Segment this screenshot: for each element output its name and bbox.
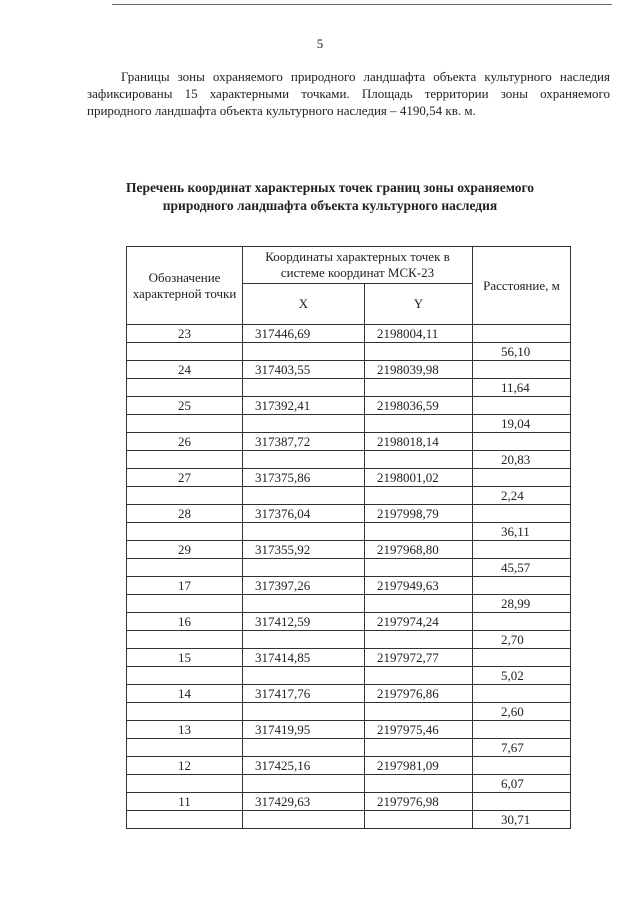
empty-cell <box>127 667 243 685</box>
segment-distance: 28,99 <box>473 595 571 613</box>
distance-spacer <box>473 757 571 775</box>
empty-cell <box>127 811 243 829</box>
empty-cell <box>127 703 243 721</box>
intro-paragraph: Границы зоны охраняемого природного ландшафта объекта культурного наследия зафиксированы 15 характерными точками. Площадь территории зоны охраняемого природного ландшафта объекта культурного наследия – 4190,54 кв. м. <box>87 69 610 118</box>
empty-cell <box>365 343 473 361</box>
empty-cell <box>127 739 243 757</box>
empty-cell <box>365 595 473 613</box>
empty-cell <box>243 415 365 433</box>
point-x: 317403,55 <box>243 361 365 379</box>
empty-cell <box>243 379 365 397</box>
header-x: X <box>243 284 365 325</box>
distance-row <box>127 415 571 433</box>
point-y: 2198004,11 <box>365 325 473 343</box>
table-title-line-1: Перечень координат характерных точек границ зоны охраняемого <box>125 180 535 195</box>
empty-cell <box>127 775 243 793</box>
distance-row <box>127 775 571 793</box>
point-x: 317355,92 <box>243 541 365 559</box>
point-id: 28 <box>127 505 243 523</box>
point-y: 2197976,98 <box>365 793 473 811</box>
point-id: 15 <box>127 649 243 667</box>
header-y: Y <box>365 284 473 325</box>
point-row <box>127 685 571 703</box>
empty-cell <box>243 811 365 829</box>
top-rule <box>112 4 612 5</box>
segment-distance: 2,70 <box>473 631 571 649</box>
empty-cell <box>127 379 243 397</box>
segment-distance: 45,57 <box>473 559 571 577</box>
point-id: 14 <box>127 685 243 703</box>
point-row <box>127 757 571 775</box>
header-coordinates: Координаты характерных точек в системе координат МСК-23 <box>243 247 473 284</box>
point-y: 2197975,46 <box>365 721 473 739</box>
segment-distance: 11,64 <box>473 379 571 397</box>
empty-cell <box>243 559 365 577</box>
point-row <box>127 505 571 523</box>
segment-distance: 5,02 <box>473 667 571 685</box>
empty-cell <box>127 559 243 577</box>
point-y: 2197998,79 <box>365 505 473 523</box>
point-x: 317376,04 <box>243 505 365 523</box>
distance-spacer <box>473 793 571 811</box>
empty-cell <box>243 631 365 649</box>
point-x: 317392,41 <box>243 397 365 415</box>
point-row <box>127 361 571 379</box>
point-x: 317397,26 <box>243 577 365 595</box>
empty-cell <box>243 739 365 757</box>
point-id: 12 <box>127 757 243 775</box>
point-row <box>127 397 571 415</box>
empty-cell <box>365 631 473 649</box>
distance-row <box>127 811 571 829</box>
segment-distance: 20,83 <box>473 451 571 469</box>
distance-spacer <box>473 325 571 343</box>
point-id: 17 <box>127 577 243 595</box>
empty-cell <box>243 703 365 721</box>
table-title <box>100 179 560 215</box>
page-number: 5 <box>316 36 324 51</box>
empty-cell <box>365 667 473 685</box>
distance-spacer <box>473 397 571 415</box>
empty-cell <box>243 595 365 613</box>
empty-cell <box>127 451 243 469</box>
empty-cell <box>365 451 473 469</box>
empty-cell <box>243 343 365 361</box>
distance-row <box>127 343 571 361</box>
segment-distance: 56,10 <box>473 343 571 361</box>
point-x: 317412,59 <box>243 613 365 631</box>
point-y: 2197968,80 <box>365 541 473 559</box>
header-distance: Расстояние, м <box>473 247 571 325</box>
point-x: 317375,86 <box>243 469 365 487</box>
point-id: 11 <box>127 793 243 811</box>
coordinates-table <box>126 246 571 829</box>
empty-cell <box>365 487 473 505</box>
distance-spacer <box>473 361 571 379</box>
point-id: 23 <box>127 325 243 343</box>
point-x: 317429,63 <box>243 793 365 811</box>
empty-cell <box>243 523 365 541</box>
empty-cell <box>243 487 365 505</box>
distance-row <box>127 703 571 721</box>
empty-cell <box>127 415 243 433</box>
point-id: 25 <box>127 397 243 415</box>
point-y: 2198036,59 <box>365 397 473 415</box>
empty-cell <box>243 667 365 685</box>
empty-cell <box>365 523 473 541</box>
distance-row <box>127 523 571 541</box>
table-body <box>127 325 571 829</box>
empty-cell <box>365 703 473 721</box>
distance-spacer <box>473 469 571 487</box>
distance-spacer <box>473 505 571 523</box>
point-y: 2198018,14 <box>365 433 473 451</box>
segment-distance: 19,04 <box>473 415 571 433</box>
point-y: 2197976,86 <box>365 685 473 703</box>
empty-cell <box>127 343 243 361</box>
distance-row <box>127 739 571 757</box>
empty-cell <box>127 487 243 505</box>
point-x: 317419,95 <box>243 721 365 739</box>
point-id: 26 <box>127 433 243 451</box>
point-row <box>127 721 571 739</box>
point-id: 16 <box>127 613 243 631</box>
segment-distance: 2,24 <box>473 487 571 505</box>
point-y: 2197981,09 <box>365 757 473 775</box>
point-row <box>127 541 571 559</box>
empty-cell <box>365 415 473 433</box>
distance-spacer <box>473 613 571 631</box>
point-x: 317446,69 <box>243 325 365 343</box>
empty-cell <box>127 523 243 541</box>
segment-distance: 2,60 <box>473 703 571 721</box>
distance-row <box>127 379 571 397</box>
empty-cell <box>127 631 243 649</box>
distance-spacer <box>473 433 571 451</box>
empty-cell <box>243 775 365 793</box>
point-row <box>127 793 571 811</box>
distance-row <box>127 559 571 577</box>
point-x: 317417,76 <box>243 685 365 703</box>
point-x: 317387,72 <box>243 433 365 451</box>
point-row <box>127 577 571 595</box>
segment-distance: 30,71 <box>473 811 571 829</box>
point-id: 27 <box>127 469 243 487</box>
empty-cell <box>365 811 473 829</box>
segment-distance: 6,07 <box>473 775 571 793</box>
distance-spacer <box>473 721 571 739</box>
distance-spacer <box>473 577 571 595</box>
point-y: 2197949,63 <box>365 577 473 595</box>
point-y: 2197972,77 <box>365 649 473 667</box>
empty-cell <box>243 451 365 469</box>
header-designation: Обозначение характерной точки <box>127 247 243 325</box>
point-x: 317414,85 <box>243 649 365 667</box>
point-id: 13 <box>127 721 243 739</box>
point-y: 2198001,02 <box>365 469 473 487</box>
empty-cell <box>365 559 473 577</box>
point-id: 29 <box>127 541 243 559</box>
empty-cell <box>365 775 473 793</box>
empty-cell <box>365 379 473 397</box>
distance-row <box>127 595 571 613</box>
empty-cell <box>127 595 243 613</box>
distance-row <box>127 667 571 685</box>
distance-row <box>127 451 571 469</box>
distance-spacer <box>473 649 571 667</box>
empty-cell <box>365 739 473 757</box>
point-row <box>127 649 571 667</box>
distance-spacer <box>473 541 571 559</box>
point-row <box>127 469 571 487</box>
segment-distance: 7,67 <box>473 739 571 757</box>
point-y: 2197974,24 <box>365 613 473 631</box>
table-title-line-2: природного ландшафта объекта культурного наследия <box>162 198 498 213</box>
distance-spacer <box>473 685 571 703</box>
point-row <box>127 433 571 451</box>
distance-row <box>127 487 571 505</box>
point-row <box>127 325 571 343</box>
point-x: 317425,16 <box>243 757 365 775</box>
distance-row <box>127 631 571 649</box>
point-id: 24 <box>127 361 243 379</box>
segment-distance: 36,11 <box>473 523 571 541</box>
point-row <box>127 613 571 631</box>
point-y: 2198039,98 <box>365 361 473 379</box>
